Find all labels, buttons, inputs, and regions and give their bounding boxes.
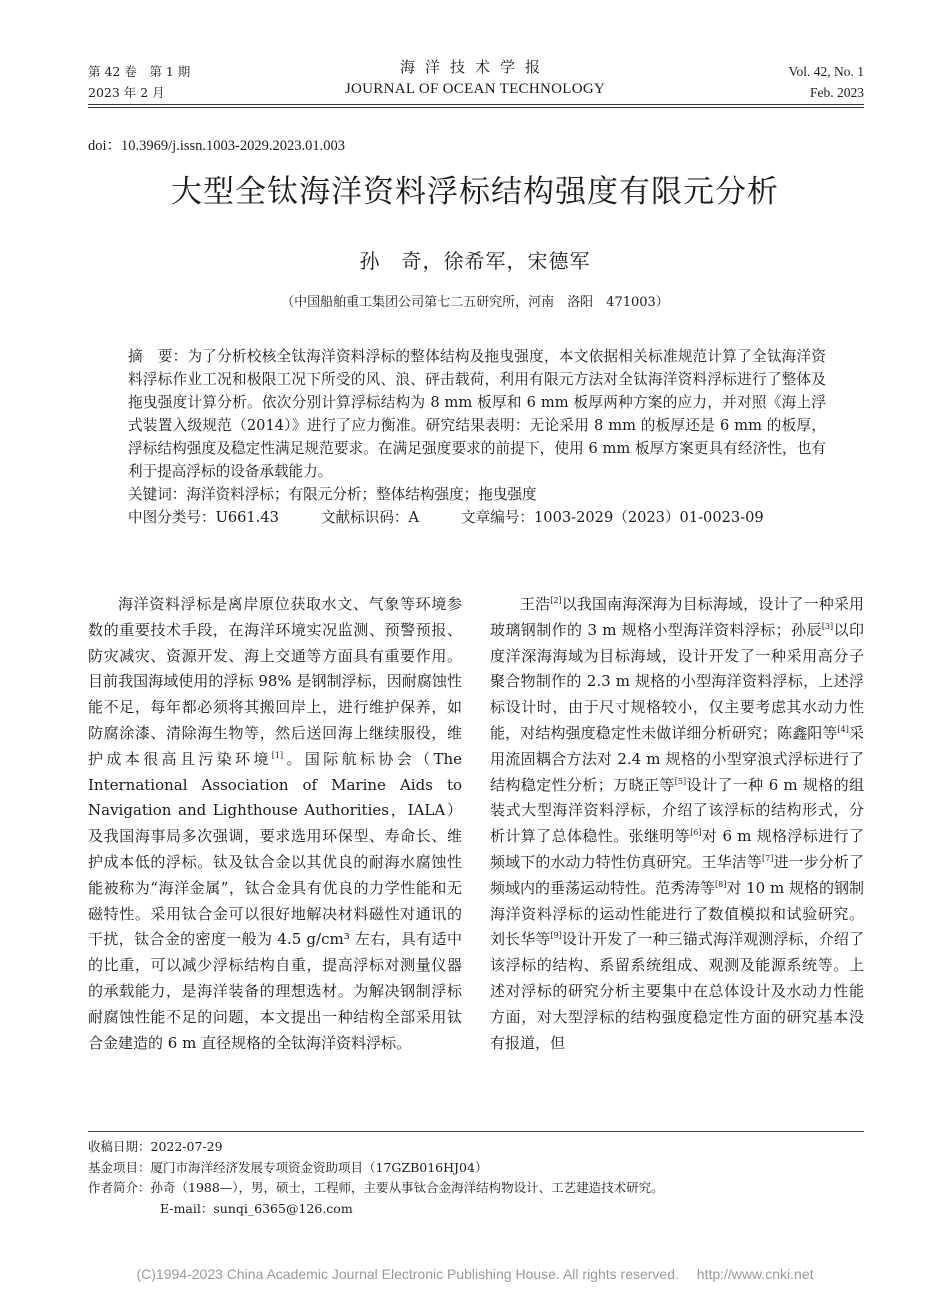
volume-cn: 第 42 卷 第 1 期 <box>88 64 191 79</box>
document-code: 文献标识码：A <box>320 509 420 526</box>
doi: doi：10.3969/j.issn.1003-2029.2023.01.003 <box>88 138 345 154</box>
body-text: 。国际航标协会（The International Association of Marine Aids to Navigation and Lighthouse Authorities，IALA）及我国海事局多次强调，要求选用环保型、寿命长、维护成本低的浮标。钛及钛合金以其优良的耐海水腐蚀性能被称为“海洋金属”，钛合金具有优良的力学性能和无磁特性。采用钛合金可以很好地解决材料磁性对通讯的干扰，钛合金的密度一般为 4.5 g/cm³ 左右，具有适中的比重，可以减少浮标结构自重，提高浮标对测量仪器的承载能力，是海洋装备的理想选材。为解决钢制浮标耐腐蚀性能不足的问题，本文提出一种结构全部采用钛合金建造的 6 m 直径规格的全钛海洋资料浮标。 <box>88 749 462 1052</box>
classification-row <box>128 506 826 529</box>
fund-info: 基金项目：厦门市海洋经济发展专项资金资助项目（17GZB016HJ04） <box>88 1159 488 1175</box>
keywords <box>128 483 826 506</box>
date-cn: 2023 年 2 月 <box>88 85 165 100</box>
body-column-right <box>490 592 864 1056</box>
abstract-block <box>128 345 826 529</box>
body-text: 设计了一种 6 m 规格的组装式大型海洋资料浮标，介绍了该浮标的结构形式，分析计算了总体稳性。张继明等 <box>490 775 864 846</box>
abstract-text: 为了分析校核全钛海洋资料浮标的整体结构及拖曳强度，本文依据相关标准规范计算了全钛海洋资料浮标作业工况和极限工况下所受的风、浪、砰击载荷，利用有限元方法对全钛海洋资料浮标进行了整体及拖曳强度计算分析。依次分别计算浮标结构为 8 mm 板厚和 6 mm 板厚两种方案的应力，并对照《海上浮式装置入级规范（2014）》进行了应力衡准。研究结果表明：无论采用 8 mm 的板厚还是 6 mm 的板厚，浮标结构强度及稳定性满足规范要求。在满足强度要求的前提下，使用 6 mm 板厚方案更具有经济性，也有利于提高浮标的设备承载能力。 <box>128 348 826 480</box>
citation: [9] <box>550 931 562 941</box>
body-text: 以印度洋深海海域为目标海域，设计开发了一种采用高分子聚合物制作的 2.3 m 规格的小型海洋资料浮标，上述浮标设计时，由于尺寸规格较小，仅主要考虑其水动力性能，对结构强度稳定性未做详细分析研究；陈鑫阳等 <box>490 620 864 742</box>
clc-number: 中图分类号：U661.43 <box>128 509 279 526</box>
authors: 孙 奇，徐希军，宋德军 <box>359 249 591 273</box>
body-text: 进一步分析了频域内的垂荡运动特性。范秀涛等 <box>490 852 864 897</box>
journal-name-cn: 海洋技术学报 <box>399 58 550 76</box>
volume-en: Vol. 42, No. 1 <box>788 64 864 79</box>
citation: [7] <box>761 853 774 863</box>
keywords-text: 海洋资料浮标；有限元分析；整体结构强度；拖曳强度 <box>186 486 537 503</box>
date-en: Feb. 2023 <box>810 85 864 100</box>
body-paragraph <box>490 592 864 1056</box>
abstract-label: 摘 要： <box>128 348 188 365</box>
citation: [1] <box>271 750 284 760</box>
header-rule-thin <box>88 107 864 108</box>
received-date: 收稿日期：2022-07-29 <box>88 1139 223 1154</box>
copyright-line: (C)1994-2023 China Academic Journal Electronic Publishing House. All rights reserved. http://www.cnki.net <box>136 1266 814 1282</box>
citation: [6] <box>690 828 702 838</box>
affiliation: （中国船舶重工集团公司第七二五研究所，河南 洛阳 471003） <box>281 295 669 310</box>
body-column-left <box>88 592 462 1056</box>
body-text: 对 10 m 规格的钢制海洋资料浮标的运动性能进行了数值模拟和试验研究。刘长华等 <box>490 878 864 949</box>
header-right <box>788 61 864 103</box>
article-number: 文章编号：1003-2029（2023）01-0023-09 <box>461 509 764 526</box>
header-rule <box>88 104 864 105</box>
citation: [4] <box>837 724 849 734</box>
body-text: 对 6 m 规格浮标进行了频域下的水动力特性仿真研究。王华洁等 <box>490 827 864 871</box>
body-text: 海洋资料浮标是离岸原位获取水文、气象等环境参数的重要技术手段，在海洋环境实况监测、预警预报、防灾减灾、资源开发、海上交通等方面具有重要作用。目前我国海域使用的浮标 98% 是钢制浮标，因耐腐蚀性能不足，每年都必须将其搬回岸上，进行维护保养，如防腐涂漆、清除海生物等，然后送回海上继续服役，维护成本很高且污染环境 <box>88 595 462 768</box>
footnote-rule <box>88 1131 864 1132</box>
citation: [2] <box>550 596 562 605</box>
page-title: 大型全钛海洋资料浮标结构强度有限元分析 <box>171 174 779 210</box>
keywords-label: 关键词： <box>128 486 187 503</box>
author-email: E-mail：sunqi_6365@126.com <box>160 1200 353 1216</box>
citation: [3] <box>821 621 834 631</box>
body-text: 王浩 <box>520 595 551 613</box>
body-paragraph <box>88 592 462 1056</box>
footnotes <box>88 1137 864 1219</box>
body-text: 采用流固耦合方法对 2.4 m 规格的小型穿浪式浮标进行了结构稳定性分析；万晓正等 <box>490 723 864 794</box>
citation: [8] <box>715 879 727 889</box>
body-text: 设计开发了一种三锚式海洋观测浮标，介绍了该浮标的结构、系留系统组成、观测及能源系统等。上述对浮标的研究分析主要集中在总体设计及水动力性能方面，对大型浮标的结构强度稳定性方面的研究基本没有报道，但 <box>490 930 864 1052</box>
abstract <box>128 345 826 483</box>
body-text: 以我国南海深海为目标海域，设计了一种采用玻璃钢制作的 3 m 规格小型海洋资料浮标；孙辰 <box>490 595 864 639</box>
citation: [5] <box>674 776 687 786</box>
author-bio: 作者简介：孙奇（1988—），男，硕士，工程师，主要从事钛合金海洋结构物设计、工艺建造技术研究。 <box>88 1180 664 1195</box>
journal-name-en: JOURNAL OF OCEAN TECHNOLOGY <box>344 81 606 97</box>
